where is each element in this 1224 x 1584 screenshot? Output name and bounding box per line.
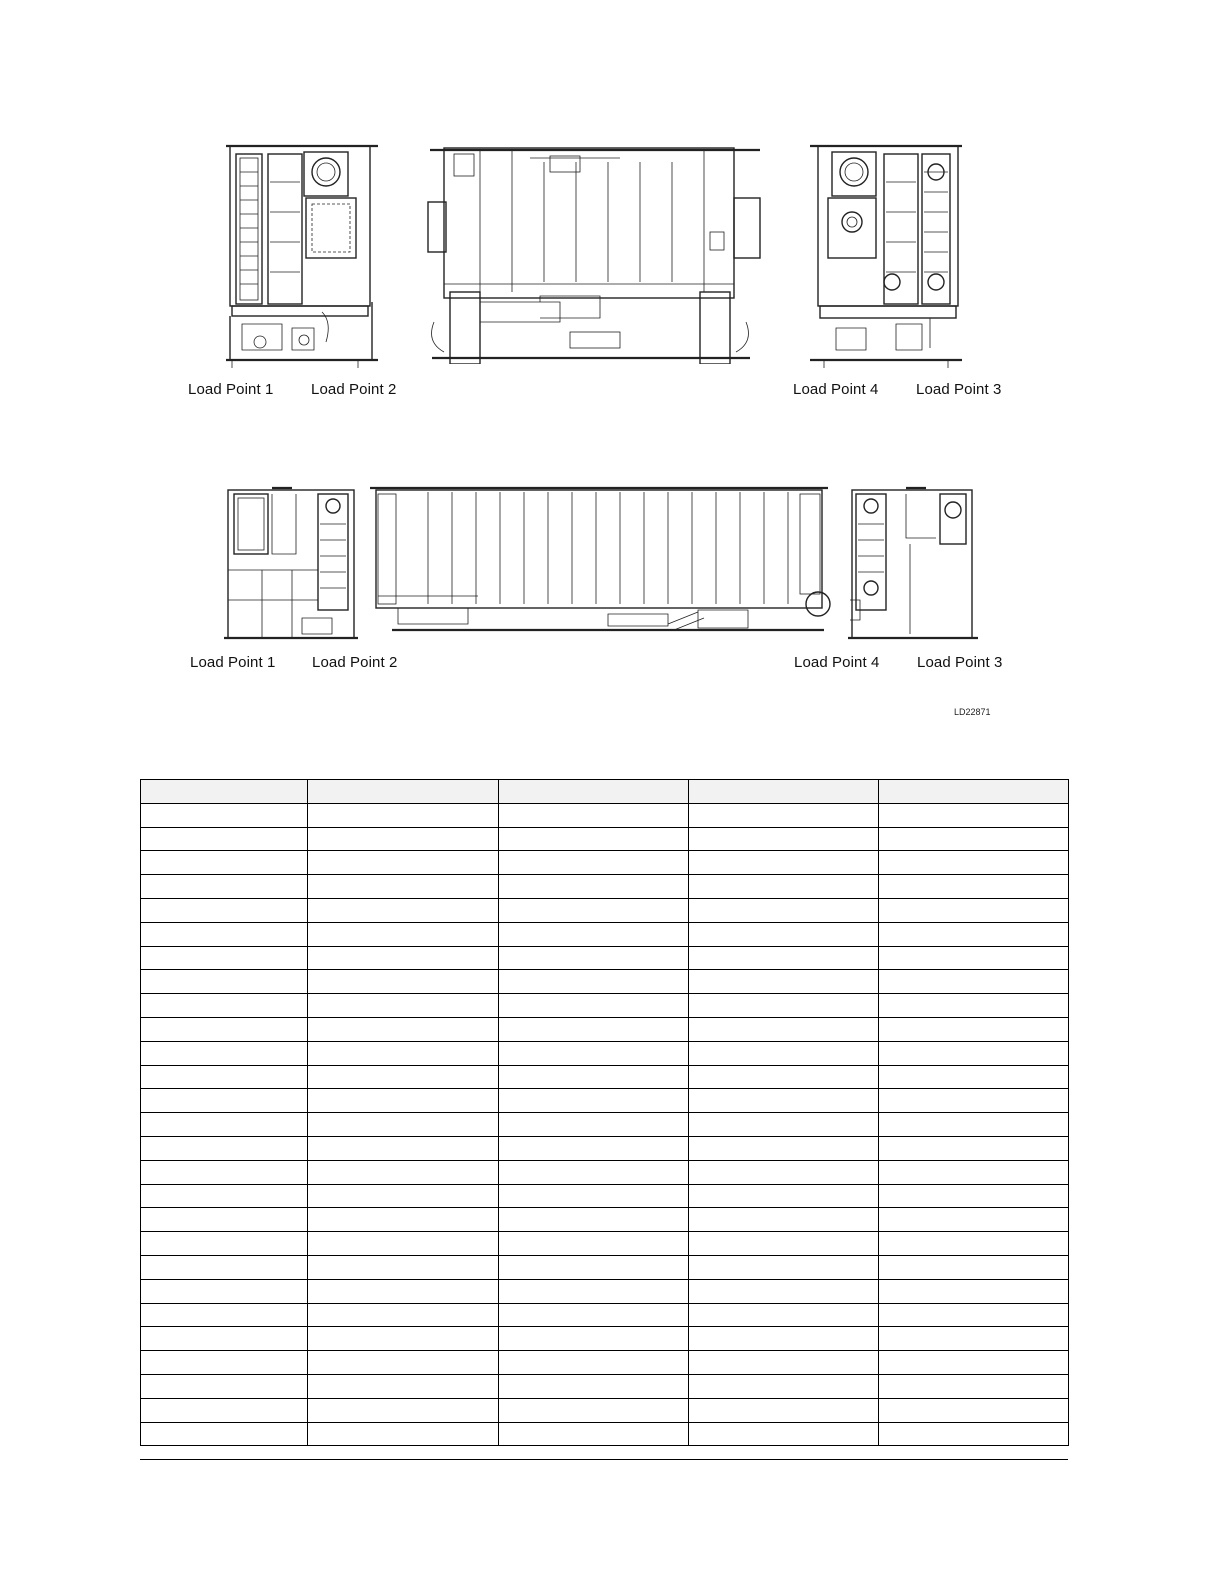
- figure-code: LD22871: [954, 707, 991, 717]
- table-cell: [689, 1303, 879, 1327]
- table-cell: [499, 851, 689, 875]
- table-cell: [308, 970, 499, 994]
- table-row: [141, 1303, 1069, 1327]
- table-cell: [141, 1398, 308, 1422]
- table-cell: [499, 970, 689, 994]
- table-cell: [141, 1232, 308, 1256]
- table-cell: [879, 803, 1069, 827]
- table-header-cell: [141, 780, 308, 804]
- table-cell: [141, 1113, 308, 1137]
- table-cell: [141, 1279, 308, 1303]
- table-cell: [308, 1065, 499, 1089]
- weights-table: [140, 779, 1069, 1446]
- table-cell: [499, 1041, 689, 1065]
- table-row: [141, 1398, 1069, 1422]
- table-row: [141, 1089, 1069, 1113]
- table-cell: [141, 946, 308, 970]
- table-cell: [689, 946, 879, 970]
- table-cell: [689, 1017, 879, 1041]
- table-cell: [141, 1065, 308, 1089]
- table-row: [141, 1160, 1069, 1184]
- table-cell: [689, 994, 879, 1018]
- table-cell: [308, 851, 499, 875]
- table-row: [141, 1232, 1069, 1256]
- table-cell: [308, 898, 499, 922]
- top-load-point-2-label: Load Point 2: [311, 381, 397, 398]
- table-cell: [879, 1089, 1069, 1113]
- table-row: [141, 1208, 1069, 1232]
- table-cell: [499, 1017, 689, 1041]
- table-cell: [141, 1351, 308, 1375]
- table-cell: [499, 1422, 689, 1446]
- table-body: [141, 803, 1069, 1446]
- table-row: [141, 1041, 1069, 1065]
- table-cell: [499, 922, 689, 946]
- bottom-load-point-2-label: Load Point 2: [312, 654, 398, 671]
- table-row: [141, 1255, 1069, 1279]
- table-cell: [689, 851, 879, 875]
- table-cell: [689, 1374, 879, 1398]
- table-cell: [141, 851, 308, 875]
- table-cell: [689, 1184, 879, 1208]
- table-cell: [308, 1351, 499, 1375]
- table-cell: [308, 1279, 499, 1303]
- table-row: [141, 1017, 1069, 1041]
- top-left-end-view-drawing: [222, 142, 382, 368]
- table-cell: [689, 1232, 879, 1256]
- table-cell: [141, 827, 308, 851]
- table-cell: [308, 1160, 499, 1184]
- table-cell: [879, 946, 1069, 970]
- table-cell: [689, 1398, 879, 1422]
- table-header-cell: [499, 780, 689, 804]
- table-row: [141, 803, 1069, 827]
- table-cell: [141, 1041, 308, 1065]
- table-cell: [879, 1136, 1069, 1160]
- table-row: [141, 1184, 1069, 1208]
- table-row: [141, 994, 1069, 1018]
- top-right-end-view-drawing: [806, 142, 966, 368]
- table-cell: [499, 1184, 689, 1208]
- table-row: [141, 875, 1069, 899]
- table-cell: [879, 1255, 1069, 1279]
- footer-rule: [140, 1459, 1068, 1460]
- table-cell: [499, 946, 689, 970]
- table-cell: [879, 1327, 1069, 1351]
- table-row: [141, 946, 1069, 970]
- table-cell: [499, 1327, 689, 1351]
- table-cell: [499, 1303, 689, 1327]
- table-cell: [879, 1279, 1069, 1303]
- table-row: [141, 1351, 1069, 1375]
- table-cell: [689, 922, 879, 946]
- table-cell: [689, 1422, 879, 1446]
- table-row: [141, 1374, 1069, 1398]
- table-cell: [499, 1232, 689, 1256]
- table-row: [141, 898, 1069, 922]
- table-row: [141, 1065, 1069, 1089]
- table-cell: [141, 970, 308, 994]
- bottom-load-point-1-label: Load Point 1: [190, 654, 276, 671]
- table-cell: [141, 1089, 308, 1113]
- bottom-load-point-4-label: Load Point 4: [794, 654, 880, 671]
- table-cell: [141, 994, 308, 1018]
- table-cell: [689, 827, 879, 851]
- table-cell: [141, 1327, 308, 1351]
- table-cell: [141, 1303, 308, 1327]
- table-row: [141, 827, 1069, 851]
- table-cell: [308, 1089, 499, 1113]
- table-cell: [879, 875, 1069, 899]
- table-cell: [308, 1422, 499, 1446]
- table-cell: [308, 994, 499, 1018]
- table-header-cell: [879, 780, 1069, 804]
- table-cell: [499, 994, 689, 1018]
- table-cell: [308, 1327, 499, 1351]
- table-cell: [879, 1422, 1069, 1446]
- table-cell: [308, 827, 499, 851]
- table-cell: [879, 1160, 1069, 1184]
- table-row: [141, 1136, 1069, 1160]
- table-row: [141, 1279, 1069, 1303]
- table-cell: [689, 1327, 879, 1351]
- table-cell: [879, 970, 1069, 994]
- table-cell: [879, 851, 1069, 875]
- table-cell: [689, 803, 879, 827]
- bottom-center-side-view-drawing: [368, 484, 832, 642]
- table-row: [141, 1113, 1069, 1137]
- table-cell: [879, 1017, 1069, 1041]
- table-cell: [879, 1041, 1069, 1065]
- table-cell: [308, 875, 499, 899]
- table-cell: [499, 1065, 689, 1089]
- table-cell: [689, 875, 879, 899]
- table-cell: [689, 970, 879, 994]
- table-header-cell: [308, 780, 499, 804]
- table-cell: [141, 1422, 308, 1446]
- table-cell: [689, 1089, 879, 1113]
- table-cell: [879, 1398, 1069, 1422]
- table-cell: [499, 1136, 689, 1160]
- table-cell: [879, 1351, 1069, 1375]
- table-cell: [141, 1184, 308, 1208]
- table-cell: [308, 1303, 499, 1327]
- table-cell: [499, 875, 689, 899]
- table-cell: [308, 1136, 499, 1160]
- table-cell: [308, 803, 499, 827]
- table-cell: [879, 898, 1069, 922]
- top-load-point-3-label: Load Point 3: [916, 381, 1002, 398]
- table-cell: [499, 1279, 689, 1303]
- table-cell: [308, 1398, 499, 1422]
- table-cell: [141, 1208, 308, 1232]
- table-cell: [499, 803, 689, 827]
- table-cell: [689, 1279, 879, 1303]
- table-cell: [141, 1160, 308, 1184]
- bottom-left-end-view-drawing: [222, 484, 362, 644]
- table-row: [141, 851, 1069, 875]
- table-cell: [499, 1255, 689, 1279]
- table-cell: [689, 1255, 879, 1279]
- table-cell: [879, 1184, 1069, 1208]
- table-cell: [879, 1208, 1069, 1232]
- table-cell: [141, 1255, 308, 1279]
- table-cell: [308, 1208, 499, 1232]
- table-row: [141, 922, 1069, 946]
- table-header-row: [141, 780, 1069, 804]
- table-cell: [141, 898, 308, 922]
- table-cell: [308, 1232, 499, 1256]
- table-cell: [879, 1374, 1069, 1398]
- table-cell: [689, 1065, 879, 1089]
- table-cell: [141, 1017, 308, 1041]
- table-cell: [879, 1065, 1069, 1089]
- table-cell: [308, 1255, 499, 1279]
- table-cell: [308, 1113, 499, 1137]
- table-cell: [499, 1208, 689, 1232]
- table-cell: [689, 1160, 879, 1184]
- table-cell: [499, 1374, 689, 1398]
- table-cell: [499, 898, 689, 922]
- table-row: [141, 1327, 1069, 1351]
- table-cell: [141, 922, 308, 946]
- table-cell: [689, 1136, 879, 1160]
- table-row: [141, 1422, 1069, 1446]
- top-load-point-4-label: Load Point 4: [793, 381, 879, 398]
- table-cell: [308, 1184, 499, 1208]
- table-cell: [689, 1208, 879, 1232]
- table-cell: [141, 803, 308, 827]
- bottom-right-end-view-drawing: [846, 484, 980, 644]
- table-cell: [141, 1374, 308, 1398]
- table-cell: [879, 1303, 1069, 1327]
- table-cell: [879, 827, 1069, 851]
- table-cell: [879, 994, 1069, 1018]
- table-cell: [689, 1351, 879, 1375]
- bottom-load-point-3-label: Load Point 3: [917, 654, 1003, 671]
- table-cell: [141, 875, 308, 899]
- table-cell: [141, 1136, 308, 1160]
- table-cell: [499, 1398, 689, 1422]
- table-header-cell: [689, 780, 879, 804]
- table-cell: [689, 898, 879, 922]
- table-cell: [308, 946, 499, 970]
- table-cell: [879, 922, 1069, 946]
- table-cell: [499, 1351, 689, 1375]
- top-center-side-view-drawing: [420, 142, 770, 364]
- table-cell: [308, 1017, 499, 1041]
- table-cell: [879, 1232, 1069, 1256]
- table-cell: [499, 827, 689, 851]
- table-cell: [689, 1113, 879, 1137]
- top-load-point-1-label: Load Point 1: [188, 381, 274, 398]
- table-row: [141, 970, 1069, 994]
- table-cell: [499, 1113, 689, 1137]
- table-cell: [308, 1041, 499, 1065]
- table-cell: [308, 1374, 499, 1398]
- table-cell: [499, 1160, 689, 1184]
- table-cell: [879, 1113, 1069, 1137]
- table-cell: [308, 922, 499, 946]
- table-cell: [689, 1041, 879, 1065]
- table-cell: [499, 1089, 689, 1113]
